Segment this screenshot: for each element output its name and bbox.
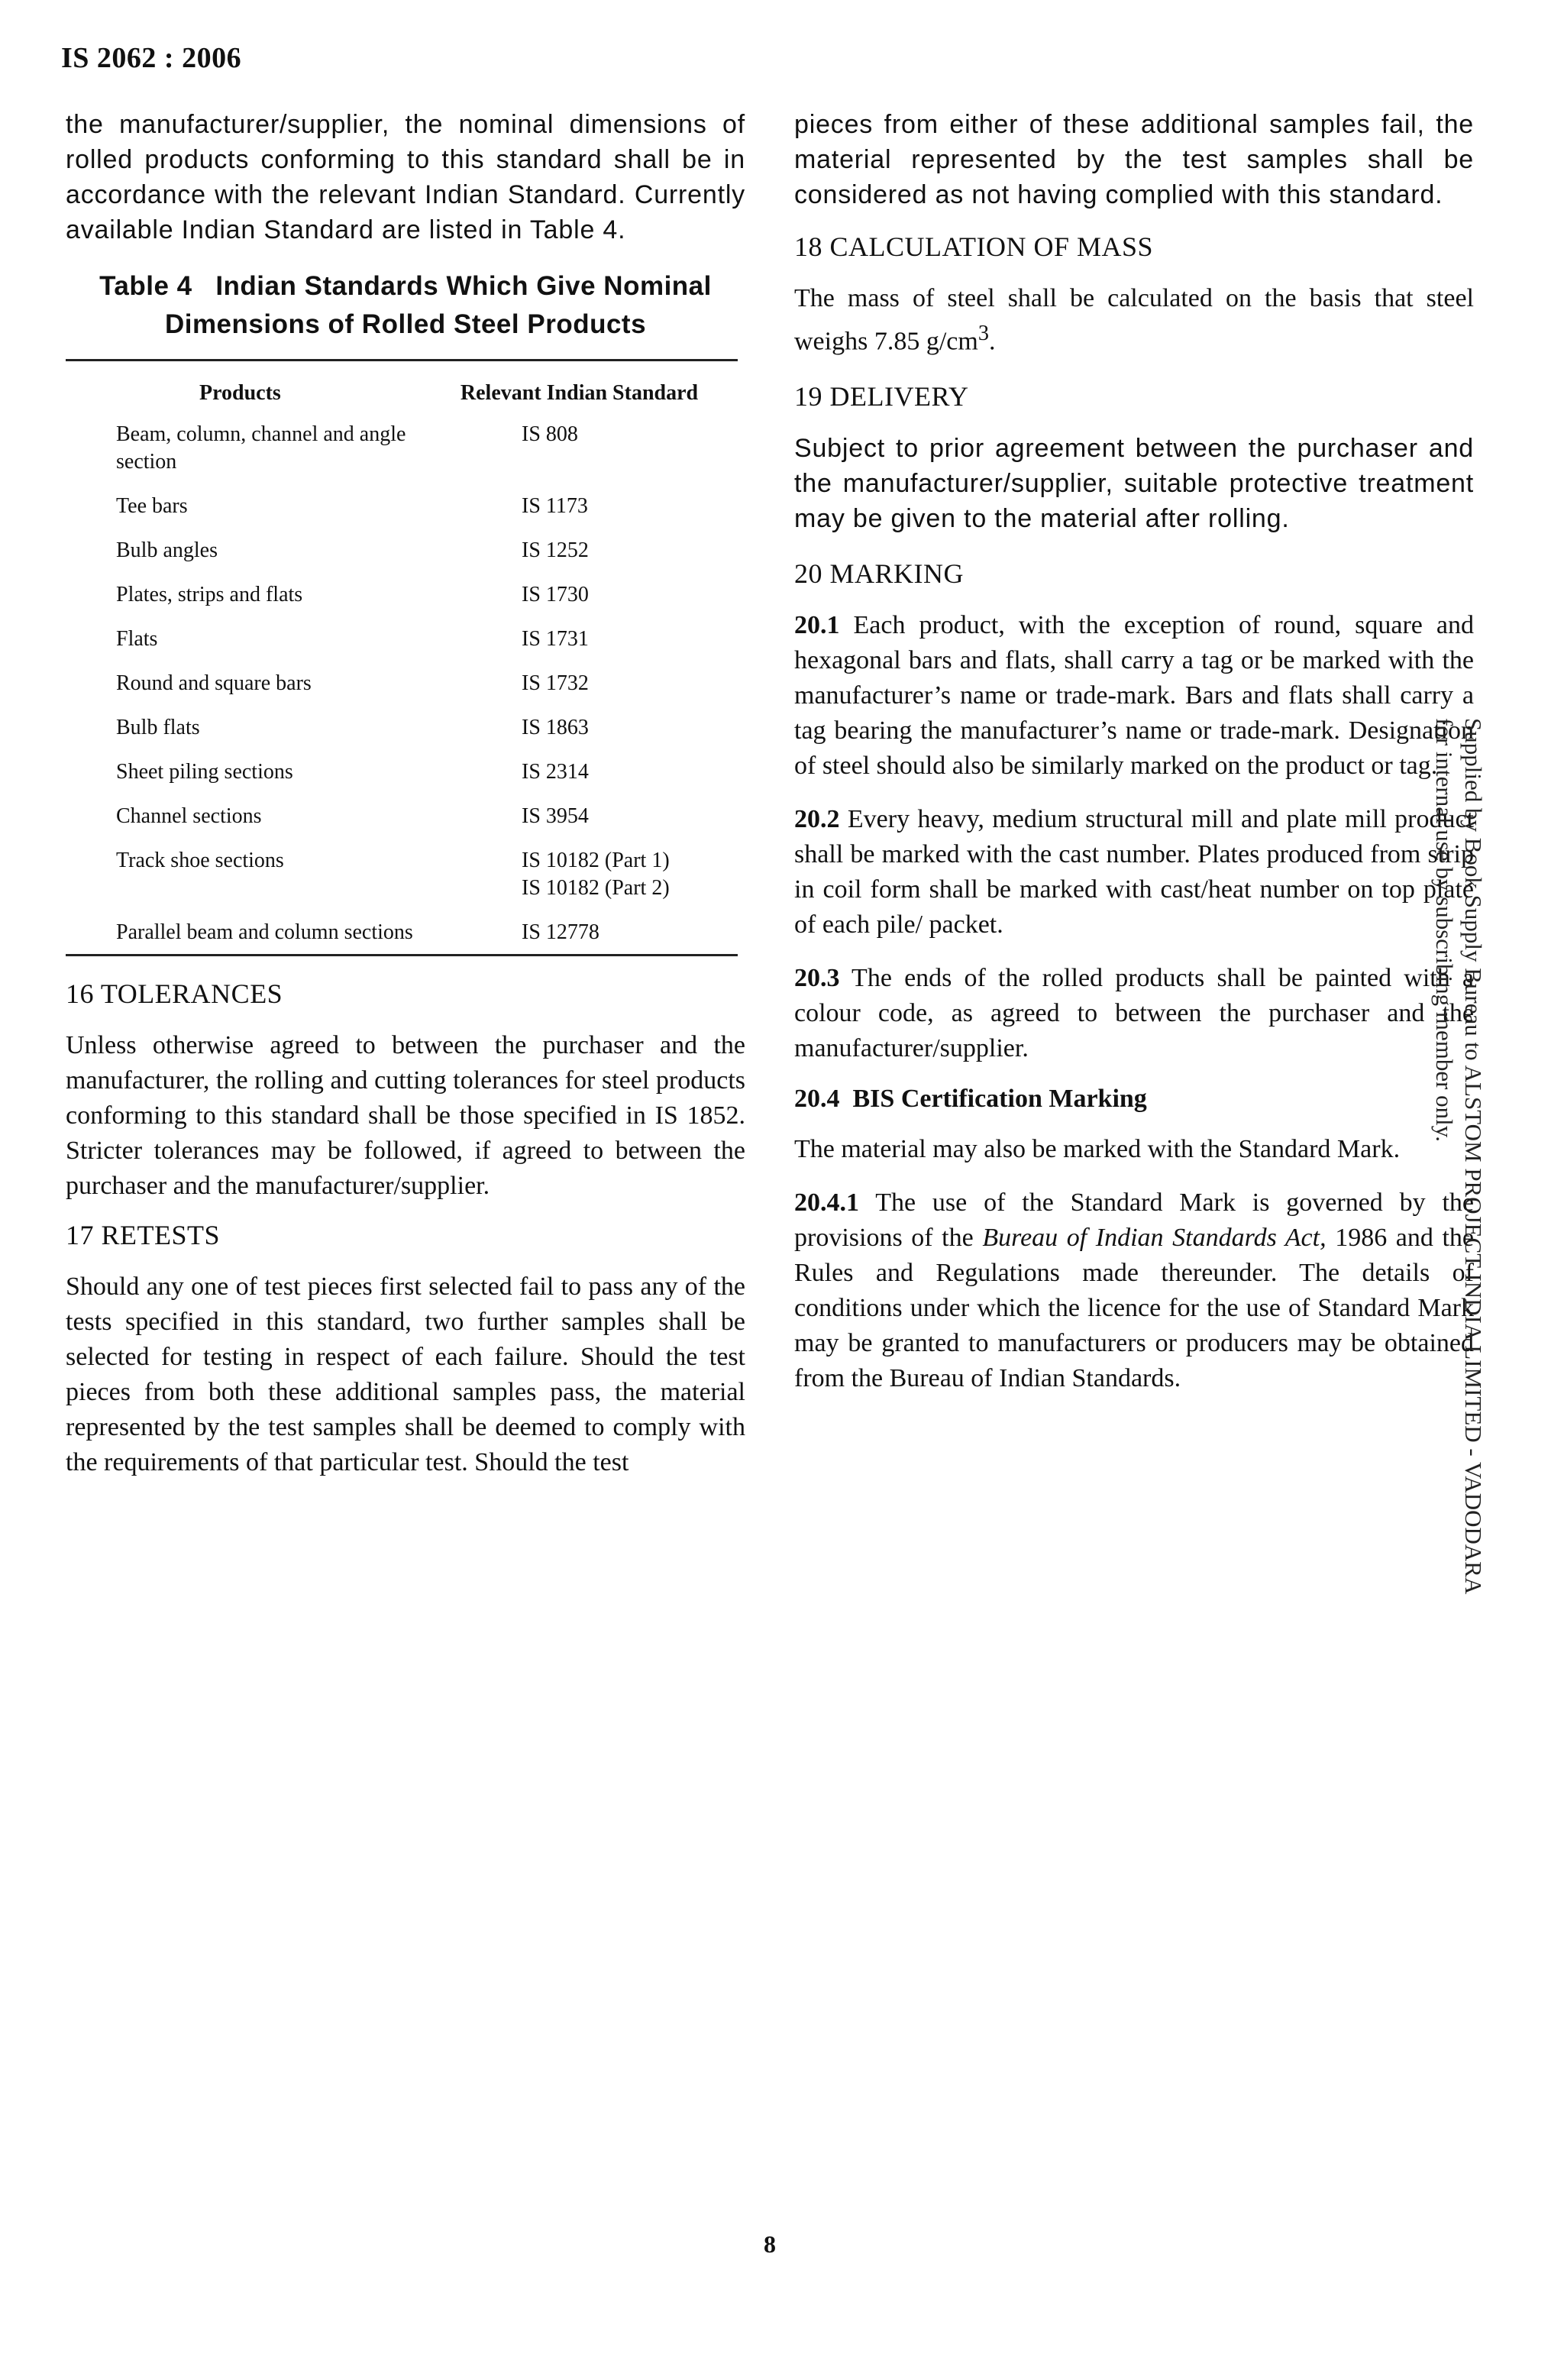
table-cell-standard: IS 3954: [522, 804, 589, 828]
clause-number: 20.2: [794, 805, 840, 834]
table-row: [66, 758, 738, 803]
page-number: 8: [764, 2230, 776, 2258]
section-20-3: [794, 961, 1474, 1066]
clause-text-continued: 1986 and the Rules and Regulations made thereunder. The details of conditions under which the licence for the use of Standard Mark may be granted to manufacturers or producers may be obtained from the Bureau of Indian Standards.: [794, 1224, 1474, 1393]
table-cell-standard: IS 2314: [522, 760, 589, 784]
table-cell-standard: IS 12778: [421, 919, 738, 956]
section-18-superscript: 3: [978, 322, 989, 345]
table-cell-standard: [421, 847, 738, 919]
table-row: [66, 493, 738, 537]
clause-italic-act: Bureau of Indian Standards Act,: [982, 1224, 1326, 1253]
table-cell-product: Parallel beam and column sections: [66, 919, 421, 956]
clause-text: Each product, with the exception of round, square and hexagonal bars and flats, shall carry a tag or be marked with the manufacturer’s name or trade-mark. Bars and flats shall carry a tag bearing the manufacturer’s name or trade-mark. Designation of steel should also be similarly marked on the product or tag.: [794, 611, 1474, 781]
table-row: [66, 670, 738, 714]
section-20-1: [794, 608, 1474, 784]
table-cell-standard: IS 1252: [522, 538, 589, 562]
table-cell-product: Flats: [116, 627, 158, 651]
table-cell-standard-part1: IS 10182 (Part 1): [522, 849, 670, 872]
clause-number: 20.4: [794, 1085, 840, 1114]
clause-number: 20.1: [794, 611, 840, 640]
table-cell-product: Round and square bars: [116, 671, 312, 695]
table-header-row: [66, 361, 738, 422]
table-cell-product: Beam, column, channel and angle section: [116, 422, 406, 474]
table-cell-standard: IS 1732: [522, 671, 589, 695]
retests-continuation: pieces from either of these additional samples fail, the material represented by the test samples shall be considered as not having complied with this standard.: [794, 110, 1474, 209]
section-20-4-heading: [794, 1085, 1474, 1114]
table-row: [66, 847, 738, 919]
table-row: [66, 537, 738, 581]
table-row: [66, 581, 738, 626]
clause-text: The use of the Standard Mark is governed by the provisions of the: [794, 1188, 1475, 1253]
clause-text: Every heavy, medium structural mill and plate mill product shall be marked with the cast number. Plates produced from strip in coil form shall be marked with cast/heat number on top plate of each pile/ packet.: [794, 805, 1475, 939]
section-19-text: Subject to prior agreement between the purchaser and the manufacturer/supplier, suitable protective treatment may be given to the material after rolling.: [794, 434, 1474, 534]
document-header: IS 2062 : 2006: [61, 42, 242, 74]
clause-text: The ends of the rolled products shall be painted with a colour code, as agreed to between the purchaser and the manufacturer/supplier.: [794, 964, 1474, 1063]
table-header-products: Products: [66, 361, 421, 422]
clause-title: BIS Certification Marking: [852, 1085, 1147, 1114]
left-column: [66, 107, 745, 1480]
table-cell-product: Plates, strips and flats: [116, 583, 303, 606]
table-header-standard: Relevant Indian Standard: [421, 361, 738, 422]
table-row: [66, 803, 738, 847]
intro-paragraph: the manufacturer/supplier, the nominal dimensions of rolled products conforming to this standard shall be in accordance with the relevant Indian Standard. Currently available Indian Standard are listed in Table 4.: [66, 110, 745, 244]
right-column: [794, 107, 1474, 1396]
section-20-4-text: The material may also be marked with the Standard Mark.: [794, 1135, 1401, 1164]
watermark-line-1: Supplied by Book Supply Bureau to ALSTOM PROJECT INDIA LIMITED - VADODARA: [1460, 718, 1487, 1595]
table-row: [66, 421, 738, 493]
table-cell-standard: IS 808: [522, 422, 578, 446]
table-cell-product: Track shoe sections: [116, 849, 284, 872]
table-cell-standard: IS 1731: [522, 627, 589, 651]
table-cell-standard: IS 1863: [522, 716, 589, 739]
section-20-4-1: [794, 1185, 1474, 1396]
table-cell-standard: IS 1730: [522, 583, 589, 606]
section-17-heading: 17 RETESTS: [66, 1220, 221, 1250]
supplier-watermark: [1430, 718, 1488, 1594]
table-cell-standard: IS 1173: [522, 494, 588, 518]
section-20-2: [794, 802, 1474, 943]
watermark-line-2: for internal use by subscribing member only.: [1431, 718, 1458, 1143]
section-18-text-end: .: [988, 327, 996, 356]
standards-table: [66, 359, 738, 956]
table-cell-product: Sheet piling sections: [116, 760, 293, 784]
section-18-text-main: The mass of steel shall be calculated on the basis that steel weighs 7.85 g/cm: [794, 284, 1474, 356]
section-20-heading: 20 MARKING: [794, 558, 965, 590]
section-16-heading: 16 TOLERANCES: [66, 978, 283, 1009]
table-caption: [66, 267, 745, 344]
section-16-text: Unless otherwise agreed to between the purchaser and the manufacturer, the rolling and cutting tolerances for steel products conforming to this standard shall be those specified in IS 1852. Stricter tolerances may be followed, if agreed to between the purchaser and the manufacturer/supplier.: [66, 1031, 745, 1200]
table-cell-product: Tee bars: [116, 494, 188, 518]
clause-number: 20.3: [794, 964, 840, 993]
section-17-text: Should any one of test pieces first selected fail to pass any of the tests specified in this standard, two further samples shall be selected for testing in respect of each failure. Should the test pieces from both these additional samples pass, the material represented by the test samples shall be deemed to comply with the requirements of that particular test. Should the test: [66, 1272, 745, 1476]
table-row: [66, 919, 738, 956]
table-caption-label: Table 4: [99, 271, 192, 301]
table-cell-product: Bulb flats: [116, 716, 200, 739]
table-caption-title: Indian Standards Which Give Nominal Dimensions of Rolled Steel Products: [164, 271, 712, 339]
section-19-heading: 19 DELIVERY: [794, 381, 969, 412]
table-row: [66, 626, 738, 670]
section-18-heading: 18 CALCULATION OF MASS: [794, 231, 1154, 262]
section-18-text: [794, 281, 1474, 359]
table-cell-standard-part2: IS 10182 (Part 2): [522, 876, 670, 900]
table-cell-product: Bulb angles: [116, 538, 218, 562]
clause-number: 20.4.1: [794, 1188, 859, 1217]
table-cell-product: Channel sections: [116, 804, 262, 828]
table-row: [66, 714, 738, 758]
